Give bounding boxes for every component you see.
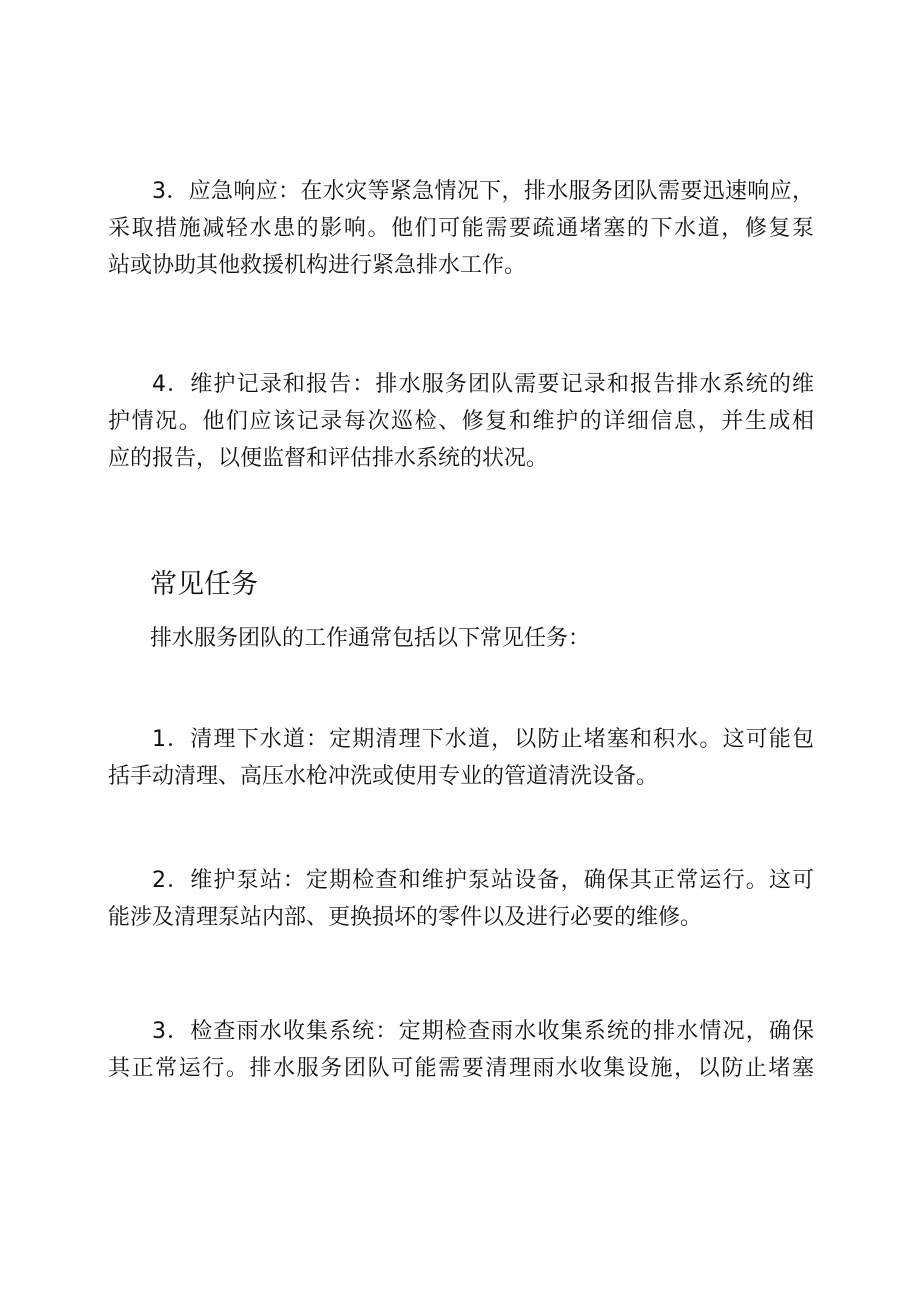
paragraph-task-clean-sewer [108, 721, 814, 795]
paragraph-task-pump-station [108, 862, 814, 936]
paragraph-line: 应的报告，以便监督和评估排水系统的状况。 [108, 446, 549, 471]
paragraph-line: 护情况。他们应该记录每次巡检、修复和维护的详细信息，并生成相 [108, 409, 814, 434]
paragraph-line: 2．维护泵站：定期检查和维护泵站设备，确保其正常运行。这可 [152, 868, 814, 893]
paragraph-emergency-response [108, 173, 814, 284]
paragraph-line: 4．维护记录和报告：排水服务团队需要记录和报告排水系统的维 [152, 372, 814, 397]
paragraph-maintenance-records [108, 366, 814, 477]
paragraph-line: 采取措施减轻水患的影响。他们可能需要疏通堵塞的下水道，修复泵 [108, 216, 814, 241]
paragraph-line: 括手动清理、高压水枪冲洗或使用专业的管道清洗设备。 [108, 764, 659, 789]
paragraph-task-rainwater [108, 1013, 814, 1087]
paragraph-line: 能涉及清理泵站内部、更换损坏的零件以及进行必要的维修。 [108, 905, 703, 930]
paragraph-line: 1．清理下水道：定期清理下水道，以防止堵塞和积水。这可能包 [152, 727, 814, 752]
paragraph-line: 站或协助其他救援机构进行紧急排水工作。 [108, 253, 527, 278]
paragraph-line: 其正常运行。排水服务团队可能需要清理雨水收集设施，以防止堵塞 [108, 1056, 814, 1081]
paragraph-line: 3．检查雨水收集系统：定期检查雨水收集系统的排水情况，确保 [152, 1019, 814, 1044]
section-intro: 排水服务团队的工作通常包括以下常见任务： [150, 626, 591, 651]
paragraph-line: 3．应急响应：在水灾等紧急情况下，排水服务团队需要迅速响应， [152, 179, 814, 204]
section-heading: 常见任务 [150, 569, 258, 600]
